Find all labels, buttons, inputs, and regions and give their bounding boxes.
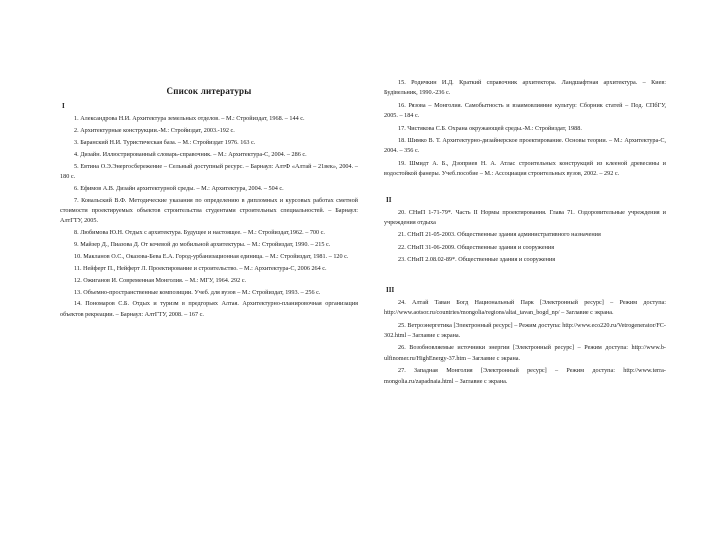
reference-item: 23. СНиП 2.08.02-89*. Общественные здания и сооружения (398, 256, 556, 264)
left-page (60, 0, 358, 540)
reference-item: 15. Родичкин И.Д. Краткий справочник архитектора. Ландшафтная архитектура. – Киев: Будівельник, 1990.-236 с. (384, 79, 666, 97)
reference-item: 16. Рязова – Монголия. Самобытность и взаимовлияние культур: Сборник статей – Под. СПбГУ, 2005. – 184 с. (384, 101, 666, 120)
reference-item: 24. Алтай Таван Богд Национальный Парк [Электронный ресурс] – Режим доступа: http://www.aotsor.ru/countries/mongolia/regions/altai_tavan_bogd_np/ – Заглавие с экрана. (384, 298, 666, 317)
reference-item: 13. Объемно-пространственные композиции. Учеб. для вузов – М.: Стройиздат, 1993. – 256 с. (74, 288, 321, 296)
reference-item: 22. СНиП 31-06-2009. Общественные здания и сооружения (398, 243, 555, 251)
reference-item: 8. Любимова Ю.Н. Отдых с архитектура. Будущее и настоящее. – М.: Стройиздат,1962. – 700 с. (74, 229, 325, 237)
reference-item: 19. Шмидт А. Б., Дзоприев Н. А. Атлас строительных конструкций из клееной древесины и водостойкой фанеры. Учеб.пособие – М.: Ассоциация строительных вузов, 2002. – 292 с. (384, 159, 666, 178)
right-column (384, 78, 666, 389)
reference-item: 10. Макланов О.С., Оказова-Бева Е.А. Город-урбанизационная единица. – М.: Стройиздат, 1981. – 120 с. (74, 252, 349, 260)
section-heading-3: III (386, 285, 395, 294)
section-heading-2: II (386, 195, 392, 204)
reference-item: 1. Александрова Н.И. Архитектура земельных отделов. – М.: Стройиздат, 1968. – 144 с. (74, 115, 305, 122)
reference-item: 21. СНиП 21-05-2003. Общественные здания административного назначения (398, 231, 601, 239)
reference-item: 18. Шимко В. Т. Архитектурно-дизайнерское проектирование. Основы теории. – М.: Архитектура-С, 2004. – 356 с. (384, 137, 666, 155)
reference-item: 26. Возобновляемые источники энергии [Электронный ресурс] – Режим доступа: http://www.b-ulfinomer.ru/HighEnergy-37.htm – Заглавие с экрана. (384, 344, 666, 362)
reference-item: 17. Чистякова С.Б. Охрана окружающей среды.-М.: Стройиздат, 1988. (398, 124, 582, 132)
reference-item: 27. Западная Монголия [Электронный ресурс] – Режим доступа: http://www.terra-mongolia.ru/zapadnaia.html – Заглавие с экрана. (384, 367, 666, 385)
reference-item: 5. Евтина О.Э.Энергосбережение – Сельный доступный ресурс. – Барнаул: АлтФ «Алтай – 21век», 2004. – 180 с. (60, 162, 358, 180)
reference-item: 25. Ветроэнергетика [Электронный ресурс] – Режим доступа: http://www.eco220.ru/Vetrogenerator/FC-302.html – Заглавие с экрана. (384, 321, 666, 339)
section-heading-1: I (62, 102, 65, 110)
reference-item: 11. Нейферт П., Нейферт Л. Проектирование и строительство. – М.: Архитектура-С, 2006 264 с. (74, 264, 327, 272)
left-column (60, 86, 358, 322)
page-title: Список литературы (166, 86, 252, 96)
reference-item: 7. Ковальский В.Ф. Методические указания по определению в дипломных и курсовых работах сметной стоимости проектируемых объектов строительства студентами строительных специальностей. – Барнаул: АлтГТУ, 2005. (60, 196, 358, 225)
reference-item: 12. Ожиганов И. Современная Монголия. – М.: МГУ, 1964. 292 с. (74, 276, 247, 284)
reference-item: 14. Пономаров С.Б. Отдых и туризм в предгорьях Алтая. Архитектурно-планировочная организация объектов рекреации. – Барнаул: АлтГТУ, 2008. – 167 с. (60, 300, 358, 318)
reference-item: 9. Майзер Д., Пиазова Д. От кочевой до мобильной архитектуры. – М.: Стройиздат, 1990. – 215 с. (74, 241, 331, 249)
reference-item: 2. Архитектурные конструкции.-М.: Стройиздат, 2003.-192 с. (74, 126, 235, 134)
reference-item: 6. Ефимов А.В. Дизайн архитектурной среды. – М.: Архитектура, 2004. – 504 с. (74, 184, 284, 192)
reference-item: 4. Дизайн. Иллюстрированный словарь-справочник. – М.: Архитектура-С, 2004. – 286 с. (74, 150, 307, 158)
reference-item: 3. Баранский Н.И. Туристическая база. – М.: Стройиздат 1976. 163 с. (74, 138, 256, 146)
right-page (384, 0, 666, 540)
reference-item: 20. СНиП 1-71-79*. Часть II Нормы проектирования. Глава 71. Оздоровительные учреждения и учреждения отдыха (384, 208, 666, 227)
